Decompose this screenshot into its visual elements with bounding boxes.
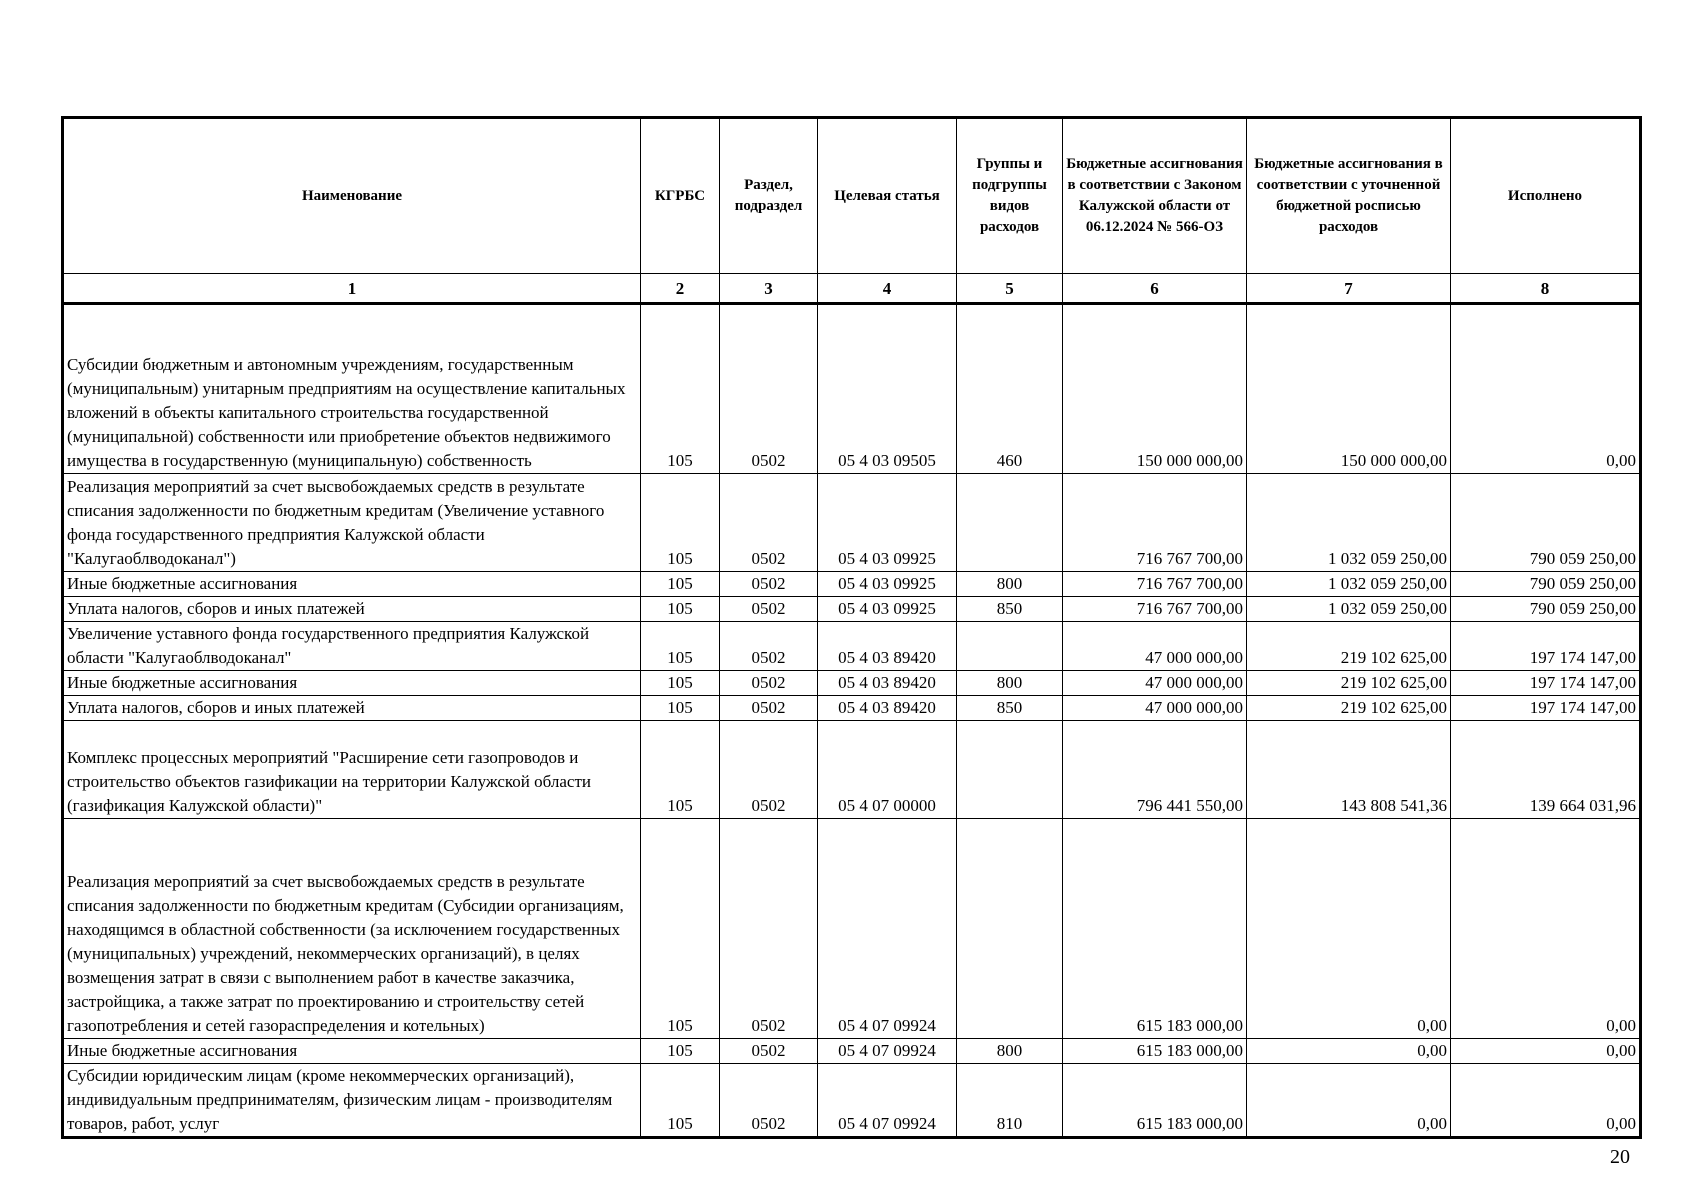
row-executed-amount: 790 059 250,00 [1451, 597, 1641, 622]
row-law-amount: 47 000 000,00 [1063, 622, 1247, 671]
row-name: Реализация мероприятий за счет высвобождаемых средств в результате списания задолженности по бюджетным кредитам (Субсидии организациям, находящимся в областной собственности (за исключением государственных (муниципальных) учреждений, некоммерческих организаций), в целях возмещения затрат в связи с выполнением работ в качестве заказчика, застройщика, а также затрат по проектированию и строительству сетей газопотребления и сетей газораспределения и котельных) [63, 819, 641, 1039]
row-target: 05 4 03 09505 [818, 304, 957, 474]
row-revised-amount: 1 032 059 250,00 [1247, 597, 1451, 622]
row-law-amount: 796 441 550,00 [1063, 721, 1247, 819]
row-section: 0502 [720, 696, 818, 721]
row-name: Иные бюджетные ассигнования [63, 671, 641, 696]
column-number: 4 [818, 274, 957, 304]
column-number-row [63, 274, 1641, 304]
row-executed-amount: 790 059 250,00 [1451, 474, 1641, 572]
row-kgrbs: 105 [641, 474, 720, 572]
table-row [63, 1064, 1641, 1138]
row-group: 800 [957, 1039, 1063, 1064]
row-target: 05 4 03 09925 [818, 572, 957, 597]
row-kgrbs: 105 [641, 819, 720, 1039]
row-executed-amount: 139 664 031,96 [1451, 721, 1641, 819]
row-group [957, 819, 1063, 1039]
table-row [63, 819, 1641, 1039]
row-name: Уплата налогов, сборов и иных платежей [63, 597, 641, 622]
row-revised-amount: 0,00 [1247, 1039, 1451, 1064]
header-row [63, 118, 1641, 274]
row-name: Реализация мероприятий за счет высвобождаемых средств в результате списания задолженности по бюджетным кредитам (Увеличение уставного фонда государственного предприятия Калужской области "Калугаоблводоканал") [63, 474, 641, 572]
column-number: 6 [1063, 274, 1247, 304]
row-law-amount: 716 767 700,00 [1063, 597, 1247, 622]
header-section: Раздел, подраздел [720, 118, 818, 274]
row-kgrbs: 105 [641, 671, 720, 696]
row-revised-amount: 0,00 [1247, 1064, 1451, 1138]
row-kgrbs: 105 [641, 721, 720, 819]
row-group [957, 721, 1063, 819]
table-row [63, 597, 1641, 622]
row-section: 0502 [720, 474, 818, 572]
row-law-amount: 615 183 000,00 [1063, 1064, 1247, 1138]
row-name: Комплекс процессных мероприятий "Расширение сети газопроводов и строительство объектов газификации на территории Калужской области (газификация Калужской области)" [63, 721, 641, 819]
table-row [63, 696, 1641, 721]
table-row [63, 304, 1641, 474]
row-executed-amount: 0,00 [1451, 819, 1641, 1039]
row-law-amount: 150 000 000,00 [1063, 304, 1247, 474]
header-kgrbs: КГРБС [641, 118, 720, 274]
row-kgrbs: 105 [641, 1039, 720, 1064]
row-name: Увеличение уставного фонда государственного предприятия Калужской области "Калугаоблводоканал" [63, 622, 641, 671]
header-name: Наименование [63, 118, 641, 274]
column-number: 5 [957, 274, 1063, 304]
row-target: 05 4 07 00000 [818, 721, 957, 819]
row-revised-amount: 219 102 625,00 [1247, 622, 1451, 671]
row-revised-amount: 150 000 000,00 [1247, 304, 1451, 474]
table-row [63, 1039, 1641, 1064]
row-group [957, 474, 1063, 572]
row-name: Субсидии юридическим лицам (кроме некоммерческих организаций), индивидуальным предпринимателям, физическим лицам - производителям товаров, работ, услуг [63, 1064, 641, 1138]
row-kgrbs: 105 [641, 1064, 720, 1138]
table-row [63, 622, 1641, 671]
row-target: 05 4 03 89420 [818, 622, 957, 671]
row-revised-amount: 1 032 059 250,00 [1247, 474, 1451, 572]
row-group [957, 622, 1063, 671]
row-section: 0502 [720, 622, 818, 671]
row-target: 05 4 03 89420 [818, 671, 957, 696]
page-number: 20 [1610, 1146, 1630, 1168]
row-executed-amount: 197 174 147,00 [1451, 622, 1641, 671]
row-law-amount: 716 767 700,00 [1063, 572, 1247, 597]
row-kgrbs: 105 [641, 304, 720, 474]
header-revised: Бюджетные ассигнования в соответствии с уточненной бюджетной росписью расходов [1247, 118, 1451, 274]
row-kgrbs: 105 [641, 696, 720, 721]
row-revised-amount: 219 102 625,00 [1247, 671, 1451, 696]
row-group: 800 [957, 671, 1063, 696]
row-section: 0502 [720, 572, 818, 597]
column-number: 8 [1451, 274, 1641, 304]
row-group: 850 [957, 696, 1063, 721]
table-body [63, 304, 1641, 1138]
header-executed: Исполнено [1451, 118, 1641, 274]
table-row [63, 721, 1641, 819]
row-kgrbs: 105 [641, 622, 720, 671]
header-target: Целевая статья [818, 118, 957, 274]
row-name: Субсидии бюджетным и автономным учреждениям, государственным (муниципальным) унитарным предприятиям на осуществление капитальных вложений в объекты капитального строительства государственной (муниципальной) собственности или приобретение объектов недвижимого имущества в государственную (муниципальную) собственность [63, 304, 641, 474]
row-revised-amount: 0,00 [1247, 819, 1451, 1039]
row-group: 810 [957, 1064, 1063, 1138]
column-number: 1 [63, 274, 641, 304]
row-name: Уплата налогов, сборов и иных платежей [63, 696, 641, 721]
row-target: 05 4 03 09925 [818, 597, 957, 622]
budget-table [61, 116, 1642, 1139]
row-law-amount: 615 183 000,00 [1063, 819, 1247, 1039]
row-group: 460 [957, 304, 1063, 474]
row-executed-amount: 197 174 147,00 [1451, 696, 1641, 721]
row-section: 0502 [720, 304, 818, 474]
table-row [63, 671, 1641, 696]
row-section: 0502 [720, 721, 818, 819]
row-name: Иные бюджетные ассигнования [63, 1039, 641, 1064]
row-kgrbs: 105 [641, 572, 720, 597]
row-revised-amount: 1 032 059 250,00 [1247, 572, 1451, 597]
column-number: 3 [720, 274, 818, 304]
row-target: 05 4 03 09925 [818, 474, 957, 572]
row-executed-amount: 790 059 250,00 [1451, 572, 1641, 597]
row-target: 05 4 07 09924 [818, 819, 957, 1039]
table-row [63, 474, 1641, 572]
header-law: Бюджетные ассигнования в соответствии с Законом Калужской области от 06.12.2024 № 566-ОЗ [1063, 118, 1247, 274]
header-groups: Группы и подгруппы видов расходов [957, 118, 1063, 274]
row-executed-amount: 0,00 [1451, 304, 1641, 474]
row-target: 05 4 07 09924 [818, 1064, 957, 1138]
row-group: 800 [957, 572, 1063, 597]
row-section: 0502 [720, 1039, 818, 1064]
column-number: 2 [641, 274, 720, 304]
row-law-amount: 615 183 000,00 [1063, 1039, 1247, 1064]
row-revised-amount: 143 808 541,36 [1247, 721, 1451, 819]
table-row [63, 572, 1641, 597]
row-executed-amount: 197 174 147,00 [1451, 671, 1641, 696]
row-section: 0502 [720, 671, 818, 696]
row-law-amount: 47 000 000,00 [1063, 696, 1247, 721]
row-section: 0502 [720, 597, 818, 622]
row-executed-amount: 0,00 [1451, 1039, 1641, 1064]
row-law-amount: 47 000 000,00 [1063, 671, 1247, 696]
row-executed-amount: 0,00 [1451, 1064, 1641, 1138]
row-target: 05 4 03 89420 [818, 696, 957, 721]
table-header [63, 118, 1641, 304]
row-kgrbs: 105 [641, 597, 720, 622]
row-revised-amount: 219 102 625,00 [1247, 696, 1451, 721]
row-group: 850 [957, 597, 1063, 622]
row-section: 0502 [720, 1064, 818, 1138]
column-number: 7 [1247, 274, 1451, 304]
row-law-amount: 716 767 700,00 [1063, 474, 1247, 572]
row-target: 05 4 07 09924 [818, 1039, 957, 1064]
row-name: Иные бюджетные ассигнования [63, 572, 641, 597]
row-section: 0502 [720, 819, 818, 1039]
